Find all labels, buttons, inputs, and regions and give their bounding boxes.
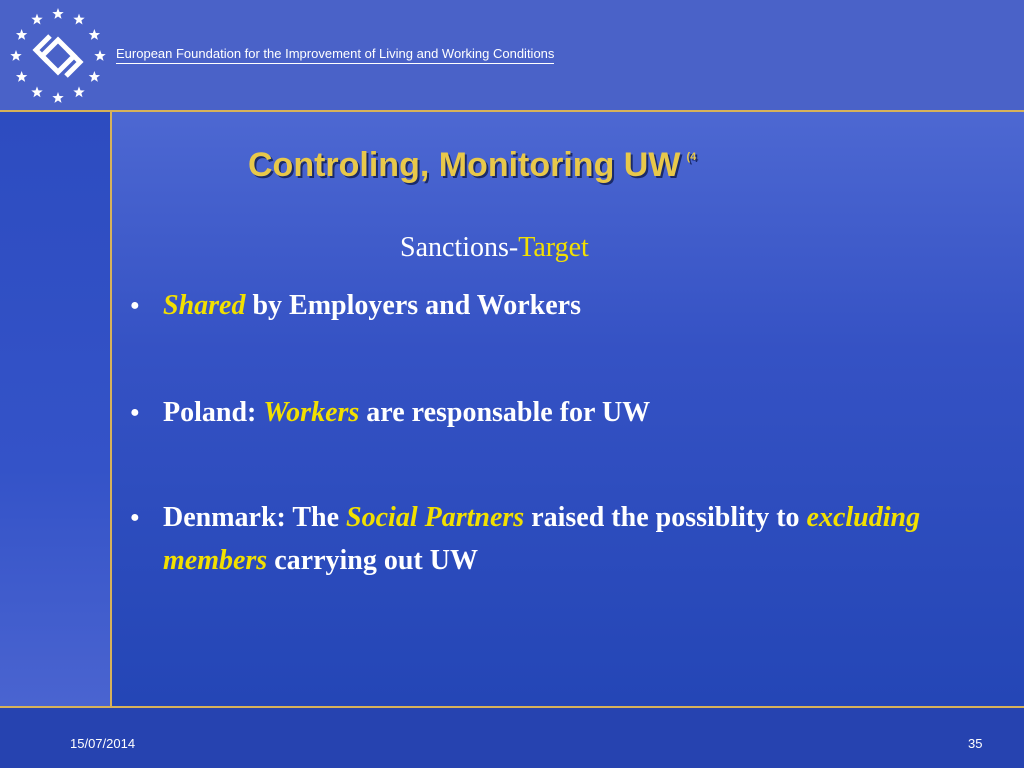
organization-name: European Foundation for the Improvement of Living and Working Conditions: [116, 46, 554, 64]
slide-title-text: Controling, Monitoring UW: [248, 146, 681, 184]
bullet-dot-icon: ●: [130, 404, 140, 421]
footer-band: [0, 708, 1024, 768]
left-side-panel: [0, 112, 110, 706]
subheading-highlight: Target: [518, 232, 589, 263]
bullet-text: [163, 284, 970, 327]
bullet-plain: carrying out UW: [267, 545, 478, 576]
bullet-text: [163, 391, 970, 434]
bullet-dot-icon: ●: [130, 297, 140, 314]
bullet-item-poland: [130, 391, 970, 434]
logo-star: [89, 29, 100, 40]
bullet-text: [163, 496, 970, 582]
subheading-prefix: Sanctions-: [400, 232, 519, 263]
bullet-plain: by Employers and Workers: [245, 290, 581, 321]
bullet-plain: Denmark: The: [163, 502, 347, 533]
logo-star: [52, 8, 63, 19]
logo-star: [16, 29, 27, 40]
bullet-dot-icon: ●: [130, 509, 140, 526]
logo-star: [94, 50, 105, 61]
logo-star: [16, 71, 27, 82]
bullet-emphasis: excluding members: [163, 502, 921, 576]
bullet-plain: raised the possiblity to: [524, 502, 807, 533]
eu-stars-logo-icon: [8, 6, 108, 106]
bullet-item-shared: [130, 284, 970, 327]
page-number: 35: [968, 736, 983, 751]
slide-title: [248, 146, 696, 185]
bullet-emphasis: Shared: [163, 290, 246, 321]
logo-star: [31, 14, 42, 25]
logo-star: [31, 86, 42, 97]
logo-star: [89, 71, 100, 82]
bullet-plain: Poland:: [163, 397, 264, 428]
logo-star: [52, 92, 63, 103]
logo-star: [73, 14, 84, 25]
logo-star: [10, 50, 21, 61]
bullet-plain: are responsable for UW: [359, 397, 651, 428]
bullet-item-denmark: [130, 496, 970, 582]
logo-star: [73, 86, 84, 97]
footer-date: 15/07/2014: [70, 736, 136, 751]
bullet-emphasis: Social Partners: [346, 502, 525, 533]
slide-subheading: [400, 232, 589, 264]
bullet-emphasis: Workers: [263, 397, 360, 428]
slide-title-suffix: (4: [686, 151, 697, 163]
